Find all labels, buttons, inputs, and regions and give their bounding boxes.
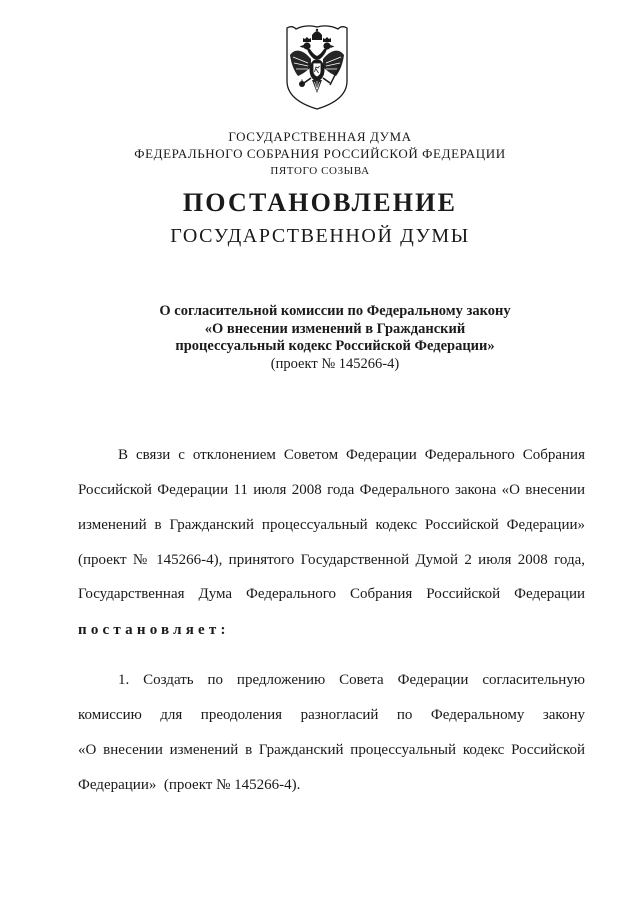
item-1-line: 1. Создать по предложению Совета Федерации согласительную: [118, 672, 585, 688]
item-1-line: Федерации» (проект № 145266-4).: [78, 777, 301, 793]
preamble-line: изменений в Гражданский процессуальный кодекс Российской Федерации»: [78, 517, 585, 533]
org-name-line-2: ФЕДЕРАЛЬНОГО СОБРАНИЯ РОССИЙСКОЙ ФЕДЕРАЦИИ: [134, 146, 506, 161]
title-line: О согласительной комиссии по Федеральному закону: [159, 303, 511, 319]
title-line: процессуальный кодекс Российской Федерации»: [175, 338, 495, 355]
preamble-line: Российской Федерации 11 июля 2008 года Федерального закона «О внесении: [78, 482, 585, 498]
item-1-line: «О внесении изменений в Гражданский процессуальный кодекс Российской: [78, 742, 585, 758]
preamble-line: Государственная Дума Федерального Собрания Российской Федерации: [78, 586, 585, 602]
org-name-line-1: ГОСУДАРСТВЕННАЯ ДУМА: [228, 129, 412, 144]
resolves-word: постановляет:: [78, 622, 230, 638]
document-title: [135, 303, 535, 373]
preamble-line: (проект № 145266-4), принятого Государственной Думой 2 июля 2008 года,: [78, 552, 585, 568]
convocation-label: ПЯТОГО СОЗЫВА: [270, 165, 370, 177]
document-issuer-heading: ГОСУДАРСТВЕННОЙ ДУМЫ: [170, 225, 470, 247]
document-type-heading: ПОСТАНОВЛЕНИЕ: [182, 188, 458, 217]
item-1-line: комиссию для преодоления разногласий по Федеральному закону: [78, 707, 585, 723]
project-number: (проект № 145266-4): [270, 355, 400, 372]
title-line: «О внесении изменений в Гражданский: [204, 320, 466, 337]
double-headed-eagle-icon: [283, 23, 351, 111]
preamble-line: В связи с отклонением Советом Федерации Федерального Собрания: [118, 447, 585, 463]
